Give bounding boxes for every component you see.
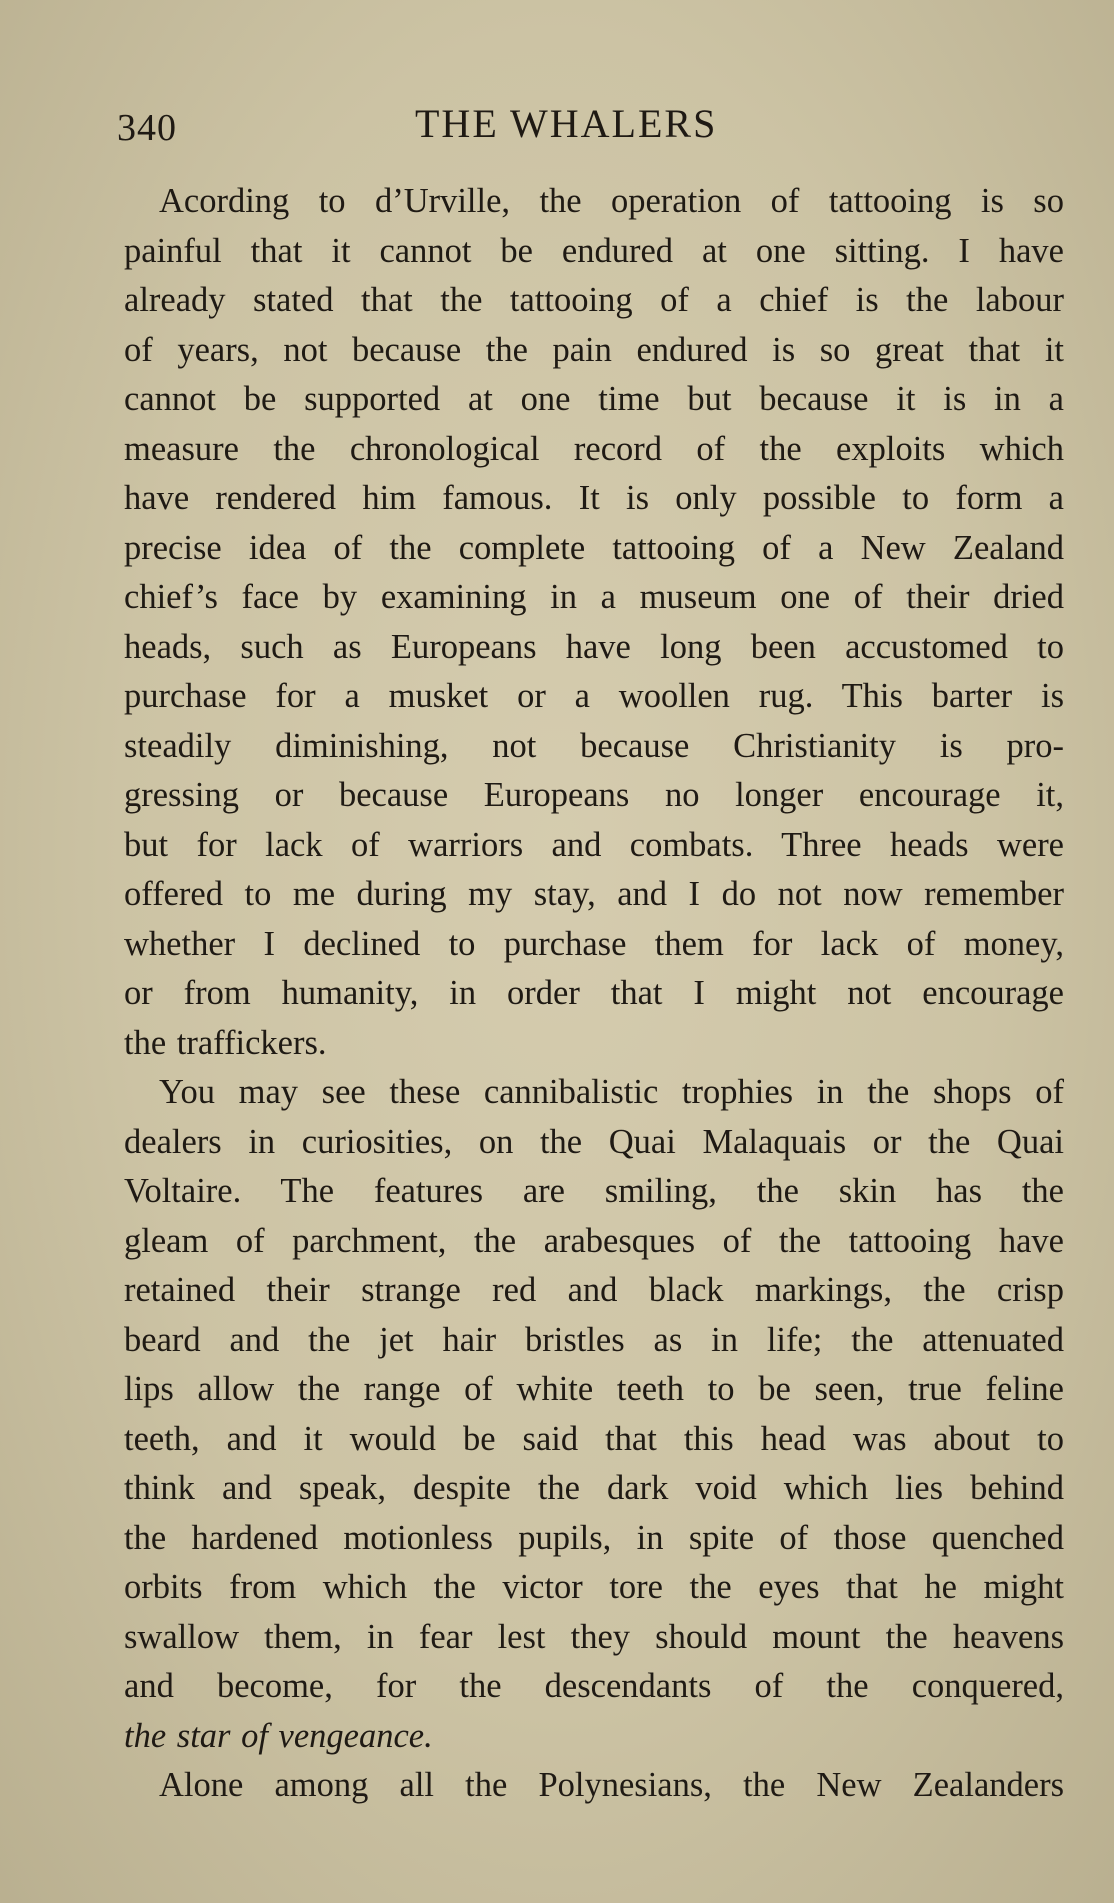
text-line: the star of vengeance. (124, 1716, 433, 1755)
text-line: orbits from which the victor tore the eyes that he might (124, 1568, 1064, 1606)
paragraph-3 (124, 1761, 1064, 1811)
page-header-title: THE WHALERS (415, 101, 718, 146)
body-text (124, 177, 1064, 1811)
text-line: the hardened motionless pupils, in spite of those quenched (124, 1518, 1064, 1557)
text-line: cannot be supported at one time but because it is in a (124, 380, 1064, 418)
text-line: retained their strange red and black markings, the crisp (124, 1271, 1064, 1309)
text-line: Voltaire. The features are smiling, the skin has the (124, 1172, 1064, 1210)
text-line: Acording to d’Urville, the operation of tattooing is so (159, 182, 1064, 220)
text-line: have rendered him famous. It is only possible to form a (124, 479, 1064, 517)
paragraph-1 (124, 177, 1064, 1068)
text-line: swallow them, in fear lest they should mount the heavens (124, 1617, 1064, 1656)
text-line: already stated that the tattooing of a chief is the labour (124, 281, 1064, 319)
text-line: think and speak, despite the dark void which lies behind (124, 1469, 1064, 1507)
text-line: Alone among all the Polynesians, the New Zealanders (159, 1766, 1064, 1804)
text-line: or from humanity, in order that I might not encourage (124, 974, 1064, 1012)
text-line: measure the chronological record of the exploits which (124, 429, 1064, 468)
text-line: beard and the jet hair bristles as in life; the attenuated (124, 1320, 1064, 1359)
text-line: of years, not because the pain endured is so great that it (124, 330, 1064, 369)
text-line: lips allow the range of white teeth to be seen, true feline (124, 1370, 1064, 1408)
text-line: and become, for the descendants of the conquered, (124, 1667, 1064, 1705)
text-line: painful that it cannot be endured at one sitting. I have (124, 231, 1064, 270)
text-line: gressing or because Europeans no longer encourage it, (124, 776, 1064, 814)
text-line: dealers in curiosities, on the Quai Malaquais or the Quai (124, 1122, 1064, 1161)
text-line: offered to me during my stay, and I do not now remember (124, 875, 1064, 913)
text-line: heads, such as Europeans have long been accustomed to (124, 627, 1064, 666)
text-line: but for lack of warriors and combats. Three heads were (124, 825, 1064, 864)
text-line: whether I declined to purchase them for lack of money, (124, 924, 1064, 963)
text-line: precise idea of the complete tattooing of a New Zealand (124, 528, 1064, 567)
text-line: chief’s face by examining in a museum one of their dried (124, 578, 1064, 616)
page-number: 340 (117, 107, 177, 149)
text-line: steadily diminishing, not because Christianity is pro- (124, 726, 1064, 765)
text-line: You may see these cannibalistic trophies in the shops of (159, 1073, 1064, 1111)
text-line: the traffickers. (124, 1023, 327, 1062)
paragraph-2 (124, 1068, 1064, 1761)
running-head (117, 100, 1067, 160)
text-line: teeth, and it would be said that this head was about to (124, 1419, 1064, 1458)
text-line: purchase for a musket or a woollen rug. This barter is (124, 677, 1064, 715)
text-line: gleam of parchment, the arabesques of the tattooing have (124, 1221, 1064, 1260)
